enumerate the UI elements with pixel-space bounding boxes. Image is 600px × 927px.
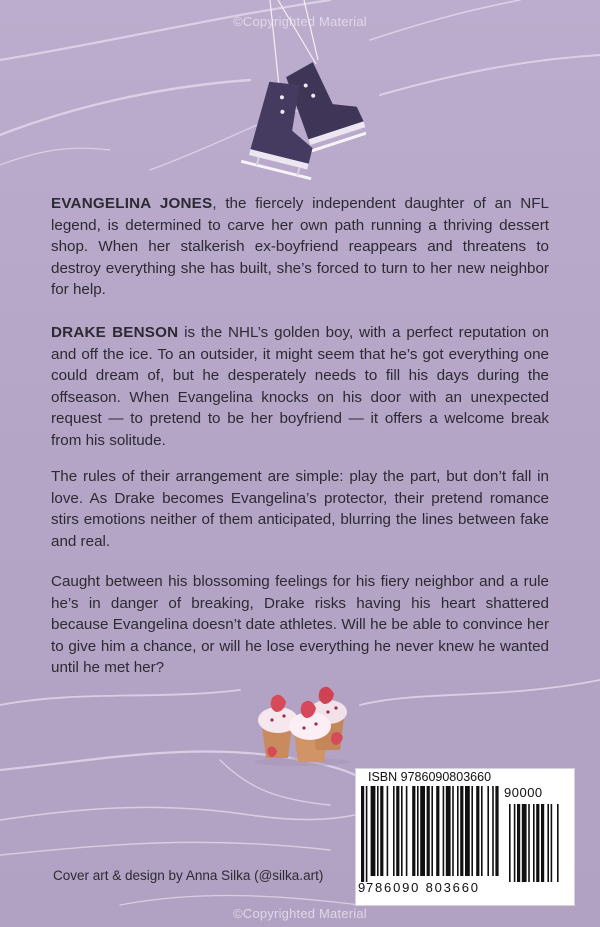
- isbn-label: ISBN 9786090803660: [368, 770, 492, 784]
- addon-bar: [509, 804, 511, 882]
- blurb-paragraph-1: [51, 193, 549, 301]
- addon-bar: [522, 804, 527, 882]
- barcode-addon-digits: 90000: [504, 785, 543, 800]
- addon-bar: [551, 804, 553, 882]
- barcode-bar: [457, 786, 459, 876]
- paragraph-text: , the fiercely independent daughter of an NFL legend, is determined to carve her own path running a thriving dessert shop. When her stalkerish ex-boyfriend reappears and threatens to destroy everything she has built, she’s forced to turn to her new neighbor for help.: [51, 195, 549, 299]
- barcode-bar: [427, 786, 430, 876]
- barcode-bar: [417, 786, 419, 876]
- addon-bar: [517, 804, 520, 882]
- barcode-bar: [492, 786, 494, 876]
- barcode-bar: [412, 786, 415, 876]
- barcode-bar: [366, 786, 368, 882]
- barcode-bar: [495, 786, 498, 876]
- barcode-bar: [380, 786, 383, 876]
- barcode-bar: [406, 786, 408, 876]
- addon-bar: [528, 804, 530, 882]
- barcode-bar: [371, 786, 376, 876]
- character-name-drake: DRAKE BENSON: [51, 324, 179, 341]
- barcode-bar: [481, 786, 483, 876]
- barcode-bar: [446, 786, 451, 876]
- blurb-paragraph-2: [51, 322, 549, 452]
- addon-bar: [536, 804, 539, 882]
- isbn-barcode: [359, 786, 564, 882]
- hanging-skates-icon: [226, 0, 366, 190]
- copyright-watermark-top: ©Copyrighted Material: [233, 14, 367, 29]
- barcode-bar: [396, 786, 399, 876]
- barcode-bar: [401, 786, 403, 876]
- barcode-bar: [387, 786, 389, 876]
- barcode-first-digit: 9: [358, 880, 366, 895]
- barcode-bar: [452, 786, 454, 876]
- barcode-bar: [420, 786, 425, 876]
- barcode-bar: [476, 786, 479, 876]
- cover-art-credit: Cover art & design by Anna Silka (@silka.art): [53, 868, 324, 883]
- character-name-evangelina: EVANGELINA JONES: [51, 195, 213, 212]
- barcode-bar: [471, 786, 473, 876]
- barcode-digits: 786090 803660: [366, 880, 480, 895]
- addon-bar: [557, 804, 559, 882]
- addon-bar: [547, 804, 549, 882]
- copyright-watermark-bottom: ©Copyrighted Material: [233, 906, 367, 921]
- barcode-bar: [393, 786, 395, 876]
- barcode-bar: [431, 786, 433, 876]
- cupcakes-icon: [242, 668, 362, 768]
- addon-bar: [533, 804, 535, 882]
- blurb-paragraph-3: The rules of their arrangement are simple: play the part, but don’t fall in love. As Drake becomes Evangelina’s protector, their pretend romance stirs emotions neither of them anticipated, blurring the lines between fake and real.: [51, 468, 549, 550]
- barcode-bar: [436, 786, 439, 876]
- paragraph-text: is the NHL’s golden boy, with a perfect reputation on and off the ice. To an outsider, it might seem that he’s got everything one could dream of, but he desperately needs to fill his days during the offseason. When Evangelina knocks on his door with an unexpected request — to pretend to be her boyfriend — it offers a welcome break from his solitude.: [51, 324, 549, 449]
- barcode-bar: [377, 786, 379, 876]
- addon-bar: [514, 804, 516, 882]
- barcode-bar: [460, 786, 463, 876]
- barcode-bar: [465, 786, 470, 876]
- barcode-bar: [487, 786, 489, 876]
- blurb-paragraph-4: Caught between his blossoming feelings for his fiery neighbor and a rule he’s in danger of breaking, Drake risks having his heart shattered because Evangelina doesn’t date athletes. Will he be able to convince her to give him a chance, or will he lose everything he never knew he wanted until he met her?: [51, 573, 549, 677]
- addon-bar: [541, 804, 544, 882]
- barcode-bar: [443, 786, 445, 876]
- barcode-bar: [361, 786, 364, 882]
